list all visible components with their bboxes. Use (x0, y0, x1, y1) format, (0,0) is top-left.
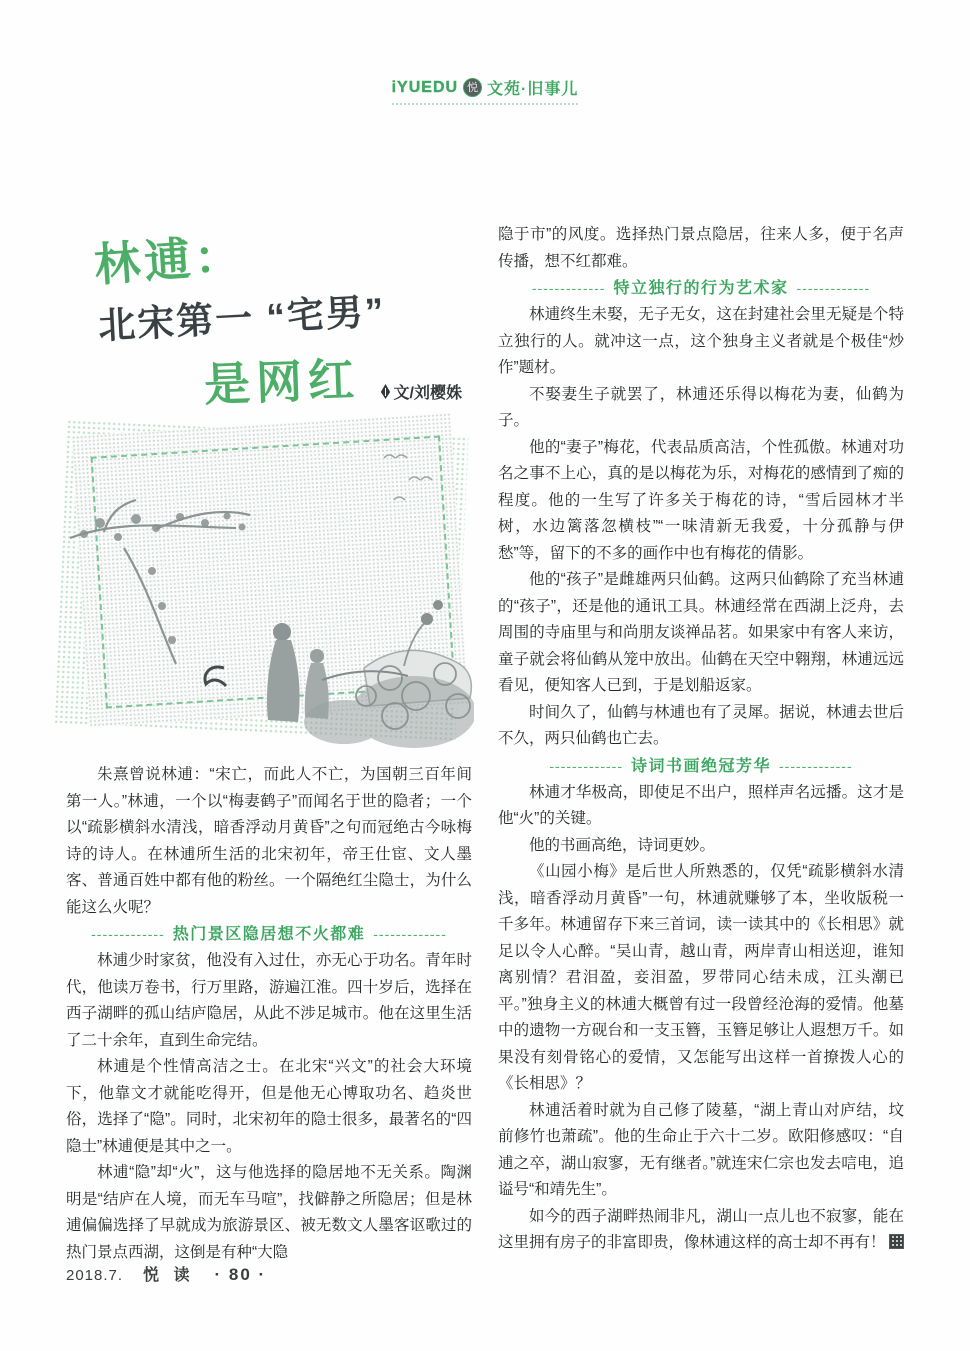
heading-label: 诗词书画绝冠芳华 (630, 757, 771, 775)
title-line-3: 是网红 (203, 353, 361, 411)
heading-label: 热门景区隐居想不火都难 (172, 926, 366, 943)
paragraph: 朱熹曾说林逋：“宋亡，而此人不亡，为国朝三百年间第一人。”林逋，一个以“梅妻鹤子”而闻名于世的隐者；一个以“疏影横斜水清浅，暗香浮动月黄昏”之句而冠绝古今咏梅诗的诗人。在林逋所生活的北宋初年，帝王仕宦、文人墨客、普通百姓中都有他的粉丝。一个隔绝红尘隐士，为什么能这么火呢？ (66, 766, 472, 916)
title-line-1: 林逋： (92, 228, 246, 292)
paragraph: 他的“孩子”是雌雄两只仙鹤。这两只仙鹤除了充当林逋的“孩子”，还是他的通讯工具。林逋经常在西湖上泛舟，去周围的寺庙里与和尚朋友谈禅品茗。如果家中有客人来访，童子就会将仙鹤从笼中放出。仙鹤在天空中翱翔，林逋远远看见，便知客人已到，于是划船返家。 (498, 571, 904, 694)
paragraph: 林逋少时家贫，他没有入过仕，亦无心于功名。青年时代，他读万卷书，行万里路，游遍江淮。四十岁后，选择在西子湖畔的孤山结庐隐居，从此不涉足城市。他在这里生活了二十余年，直到生命完结。 (66, 952, 472, 1049)
heading-dashes-right: ------------- (796, 280, 871, 296)
paragraph: 《山园小梅》是后世人所熟悉的，仅凭“疏影横斜水清浅，暗香浮动月黄昏”一句，林逋就赚够了本，坐收版税一千多年。林逋留存下来三首词，读一读其中的《长相思》就足以令人心醉。“吴山青，越山青，两岸青山相送迎，谁知离别情？君泪盈，妾泪盈，罗带同心结未成，江头潮已平。”独身主义的林逋大概曾有过一段曾经沧海的爱情。他墓中的遗物一方砚台和一支玉簪，玉簪足够让人遐想万千。如果没有刻骨铭心的爱情，又怎能写出这样一首撩拨人心的《长相思》？ (498, 863, 904, 1092)
issue-date: 2018.7. (66, 1267, 124, 1284)
article-title (66, 222, 472, 412)
ink-illustration (64, 416, 472, 752)
paragraph: 林逋“隐”却“火”，这与他选择的隐居地不无关系。陶渊明是“结庐在人境，而无车马喧”，找僻静之所隐居；但是林逋偏偏选择了早就成为旅游景区、被无数文人墨客讴歌过的热门景点西湖，这倒是有种“大隐 (66, 1164, 472, 1261)
paragraph: 不娶妻生子就罢了，林逋还乐得以梅花为妻，仙鹤为子。 (498, 385, 904, 429)
plum-blossom-scholar-drawing (64, 416, 474, 752)
heading-dashes-left: ------------- (531, 280, 606, 296)
paragraph: 林逋是个性情高洁之士。在北宋“兴文”的社会大环境下，他靠文才就能吃得开，但是他无心博取功名、趋炎世俗，选择了“隐”。同时，北宋初年的隐士很多，最著名的“四隐士”林逋便是其中之一。 (66, 1058, 472, 1155)
magazine-name: 悦 读 (143, 1267, 195, 1284)
heading-dashes-left: ------------- (91, 926, 165, 942)
paragraph: 隐于市”的风度。选择热门景点隐居，往来人多，便于名声传播，想不红都难。 (498, 226, 904, 270)
paragraph: 他的书画高绝，诗词更妙。 (529, 836, 716, 854)
brand-logotype: iYUEDU (391, 78, 459, 96)
paragraph (498, 1204, 904, 1257)
page-footer (66, 1262, 266, 1285)
section-heading-1 (66, 921, 472, 948)
left-column (66, 222, 472, 1266)
heading-dashes-right: ------------- (779, 757, 853, 774)
heading-dashes-right: ------------- (373, 926, 447, 942)
magazine-logo-icon: 悦 (463, 78, 482, 97)
byline (380, 380, 462, 403)
page-number: · 80 · (214, 1265, 267, 1284)
masthead (0, 76, 970, 105)
heading-label: 特立独行的行为艺术家 (613, 280, 789, 297)
pen-nib-icon (380, 384, 391, 399)
byline-text: 文/刘樱姝 (393, 385, 462, 402)
article-body (66, 222, 904, 1266)
heading-dashes-left: ------------- (549, 757, 623, 774)
section-name: 文苑·旧事儿 (487, 81, 579, 98)
section-heading-2 (498, 275, 904, 302)
paragraph: 林逋才华极高，即使足不出户，照样声名远播。这才是他“火”的关键。 (498, 783, 904, 827)
title-line-2: 北宋第一 “宅男” (97, 290, 387, 347)
paragraph: 林逋终生未娶，无子无女，这在封建社会里无疑是个特立独行的人。就冲这一点，这个独身主义者就是个极佳“炒作”题材。 (498, 306, 904, 376)
paragraph: 林逋活着时就为自己修了陵墓，“湖上青山对庐结，坟前修竹也萧疏”。他的生命止于六十二岁。欧阳修感叹：“自逋之卒，湖山寂寥，无有继者。”就连宋仁宗也发去唁电，追谥号“和靖先生”。 (498, 1101, 904, 1198)
paragraph: 他的“妻子”梅花，代表品质高洁，个性孤傲。林逋对功名之事不上心，真的是以梅花为乐，对梅花的感情到了痴的程度。他的一生写了许多关于梅花的诗，“雪后园林才半树，水边篱落忽横枝”“一味清新无我爱，十分孤静与伊愁”等，留下的不多的画作中也有梅花的倩影。 (498, 438, 904, 562)
paragraph-text: 如今的西子湖畔热闹非凡，湖山一点儿也不寂寥，能在这里拥有房子的非富即贵，像林逋这样的高士却不再有！ (498, 1207, 904, 1251)
paragraph: 时间久了，仙鹤与林逋也有了灵犀。据说，林逋去世后不久，两只仙鹤也亡去。 (498, 703, 904, 747)
section-heading-3 (498, 753, 904, 780)
right-column (498, 222, 904, 1266)
end-mark-icon (890, 1235, 903, 1248)
